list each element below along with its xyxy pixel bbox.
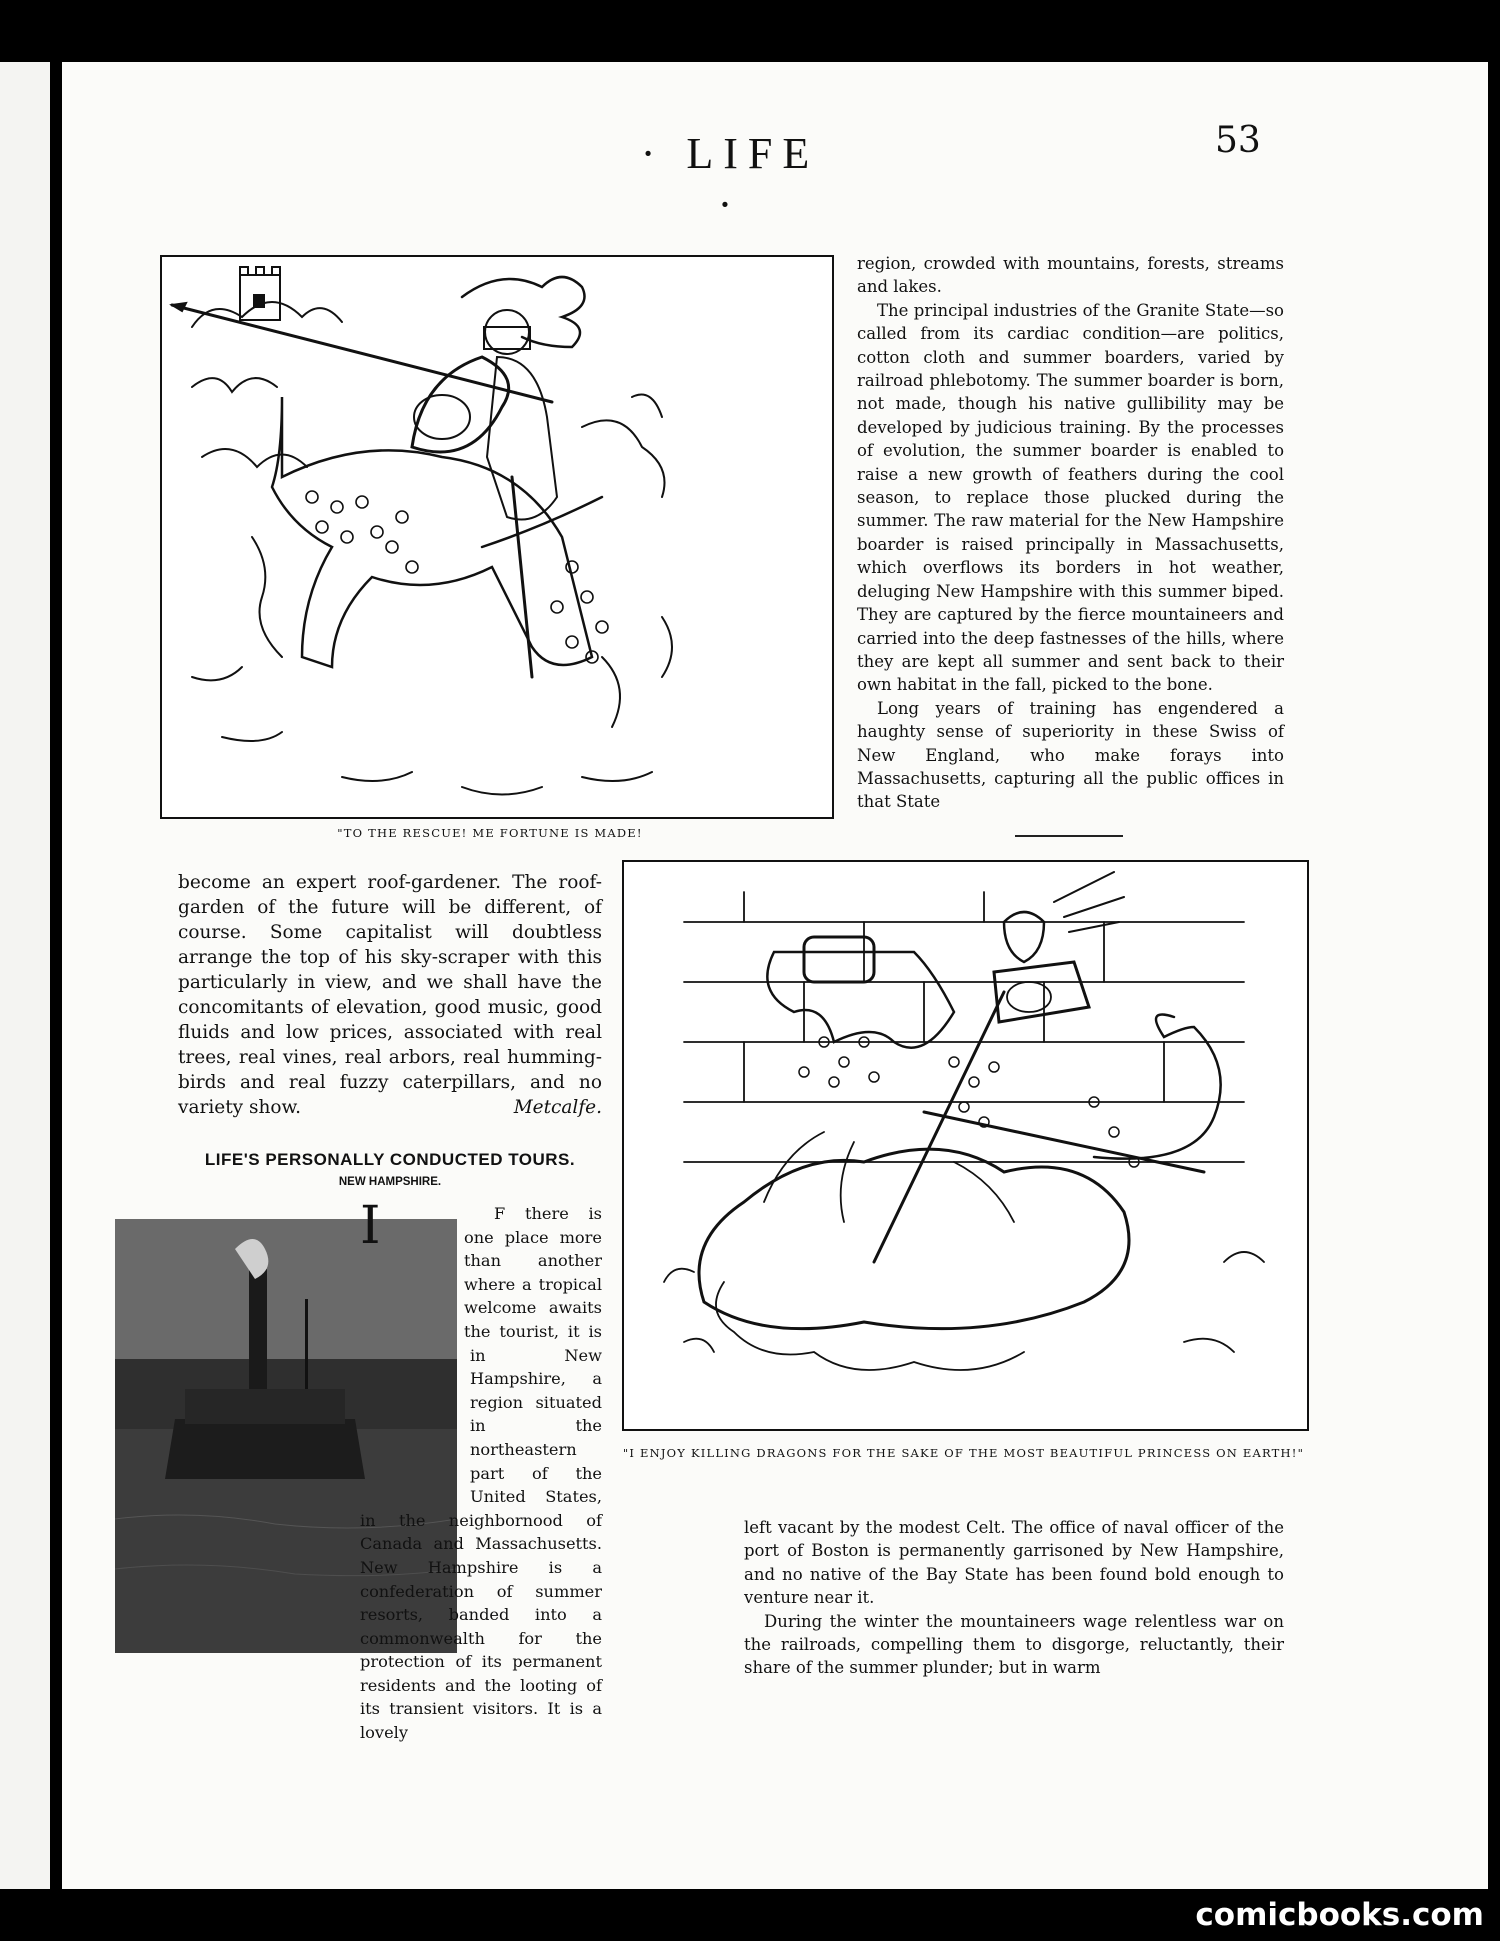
tours-float-spacer-2 [360, 1346, 470, 1491]
paragraph: During the winter the mountaineers wage relentless war on the railroads, compelling them to disgorge, reluctantly, their share of the summer plunder; but in warm [744, 1611, 1284, 1678]
facing-page-edge [0, 62, 50, 1889]
drop-cap: I [360, 1196, 381, 1256]
knight-caption: "TO THE RESCUE! ME FORTUNE IS MADE! [337, 826, 643, 840]
page-number: 53 [1215, 120, 1261, 161]
paragraph: Long years of training has engendered a haughty sense of superiority in these Swiss of New England, who make forays into Massachusetts, capturing all the public offices in that State [857, 698, 1284, 812]
knight-illustration [160, 255, 834, 819]
knight-drawing [162, 257, 832, 817]
site-watermark: comicbooks.com [1195, 1897, 1484, 1933]
article-column-top-right [857, 252, 1284, 814]
paragraph: become an expert roof-gardener. The roof-garden of the future will be different, of course. Some capitalist will doubtless arrange the top of his sky-scraper with this particularly in view, and we shall have the concomitants of elevation, good music, good fluids and low prices, associated with real trees, real vines, real arbors, real humming-birds and real fuzzy caterpillars, and no variety show. [178, 872, 602, 1118]
tours-float-spacer [360, 1196, 464, 1346]
dragon-drawing [624, 862, 1307, 1429]
paragraph: left vacant by the modest Celt. The office of naval officer of the port of Boston is permanently garrisoned by New Hampshire, and no native of the Bay State has been found bold enough to venture near it. [744, 1518, 1284, 1608]
tours-paragraph: F there is one place more than another where a tropical welcome awaits the tourist, it is in New Hampshire, a region situated in the northeastern part of the United States, in the neighbornood of Canada and Massachusetts. New Hampshire is a confederation of summer resorts, banded into a commonwealth for the protection of its permanent residents and the looting of its transient visitors. It is a lovely [360, 1204, 602, 1743]
tours-article-column [360, 1196, 602, 1743]
article-column-bottom-right [744, 1516, 1284, 1680]
dragon-caption: "I ENJOY KILLING DRAGONS FOR THE SAKE OF THE MOST BEAUTIFUL PRINCESS ON EARTH!" [622, 1446, 1305, 1460]
dragon-illustration [622, 860, 1309, 1431]
section-divider [1015, 835, 1123, 837]
paragraph: The principal industries of the Granite State—so called from its cardiac condition—are politics, cotton cloth and summer boarders, varied by railroad phlebotomy. The summer boarder is born, not made, though his native gullibility may be developed by judicious training. By the processes of evolution, the summer boarder is enabled to raise a new growth of feathers during the cool season, to replace those plucked during the summer. The raw material for the New Hampshire boarder is raised principally in Massachusetts, which overflows its borders in hot weather, deluging New Hampshire with this summer biped. They are captured by the fierce mountaineers and carried into the deep fastnesses of the hills, where they are kept all summer and sent back to their own habitat in the fall, picked to the bone. [857, 300, 1284, 695]
paragraph: region, crowded with mountains, forests, streams and lakes. [857, 254, 1284, 297]
magazine-title: · LIFE · [640, 129, 820, 229]
section-heading: LIFE'S PERSONALLY CONDUCTED TOURS. [204, 1150, 576, 1169]
section-subheading: NEW HAMPSHIRE. [338, 1176, 442, 1188]
author-attribution: Metcalfe. [513, 1097, 602, 1118]
roof-garden-column [178, 870, 602, 1120]
